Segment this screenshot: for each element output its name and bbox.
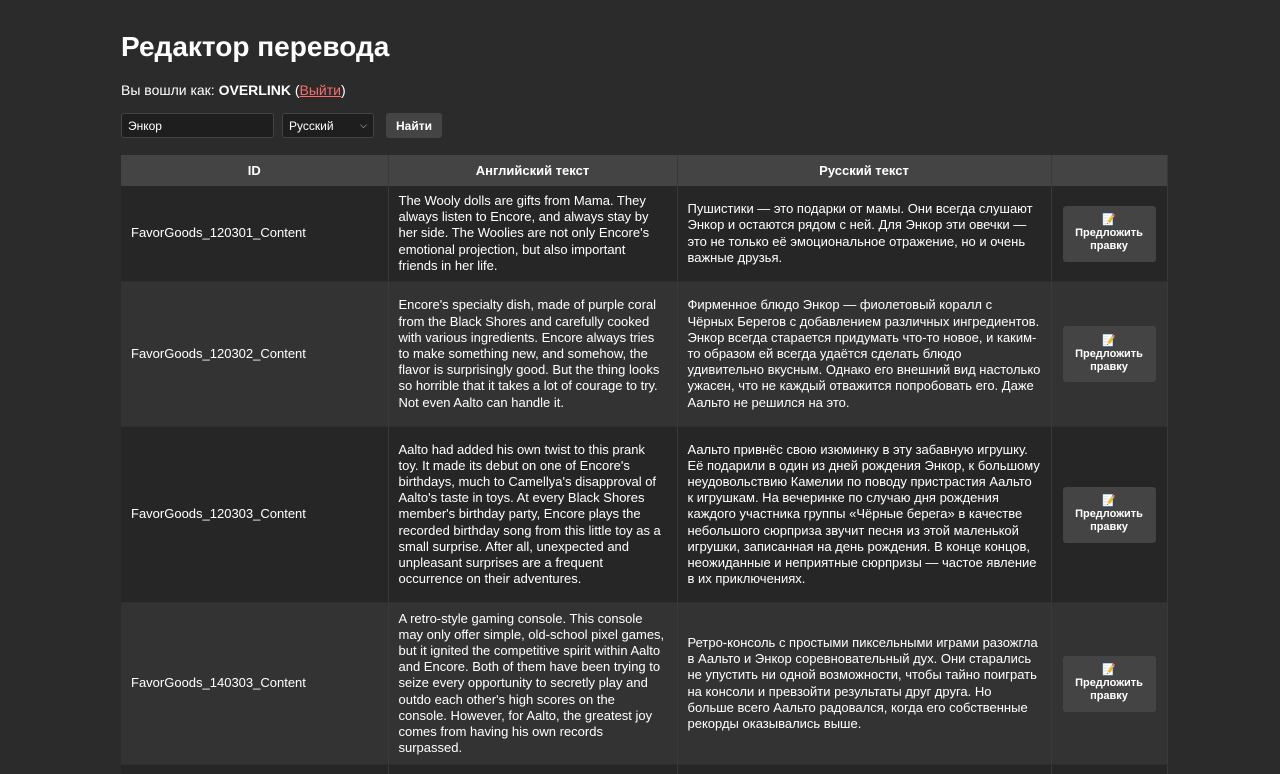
row-russian-text: Ретро-консоль с простыми пиксельными играми разожгла в Аальто и Энкор соревновательный дух. Они старались не упустить ни одной возможности, чтобы тайно поиграть на консоли и превзойти результаты друг друга. Но больше всего Аальто радовался, когда его собственные рекорды оказывались выше.	[677, 603, 1051, 765]
row-english-text: The Wooly dolls are gifts from Mama. They always listen to Encore, and always stay by her side. The Woolies are not only Encore's emotional projection, but also important friends in her life.	[388, 186, 677, 282]
find-button[interactable]: Найти	[386, 113, 442, 138]
logout-paren-close: )	[340, 82, 346, 98]
translation-table	[121, 155, 1168, 774]
suggest-edit-label: Предложить правку	[1075, 677, 1143, 703]
page-title: Редактор перевода	[121, 31, 390, 62]
language-select[interactable]	[282, 113, 374, 138]
table-row	[121, 186, 1167, 282]
table-row	[121, 282, 1167, 427]
table-row	[121, 603, 1167, 765]
column-header-id: ID	[121, 155, 388, 186]
row-russian-text: Фирменное блюдо Энкор — фиолетовый коралл с Чёрных Берегов с добавлением различных ингредиентов. Энкор всегда старается придумать что-то новое, и каким-то образом ей всегда удаётся сделать блюдо удивительно вкусным. Однако его внешний вид настолько ужасен, что не каждый отважится попробовать его. Даже Аальто не решился на это.	[677, 282, 1051, 427]
column-header-actions	[1051, 155, 1167, 186]
suggest-edit-label: Предложить правку	[1075, 508, 1143, 534]
row-english-text	[388, 765, 677, 774]
table-row	[121, 765, 1167, 774]
login-status	[121, 81, 346, 99]
login-prefix: Вы вошли как:	[121, 82, 219, 98]
row-id: FavorGoods_140303_Content	[121, 603, 388, 765]
table-row	[121, 427, 1167, 603]
row-russian-text: Аальто привнёс свою изюминку в эту забавную игрушку. Её подарили в один из дней рождения Энкор, к большому неудовольствию Камелии по поводу пристрастия Аальто к игрушкам. На вечеринке по случаю дня рождения каждого участника группы «Чёрные берега» в качестве небольшого сюрприза звучит песня из этой маленькой игрушки, записанная на день рождения. В конце концов, неожиданные и неприятные сюрпризы — частое явление в их приключениях.	[677, 427, 1051, 603]
suggest-edit-button[interactable]	[1063, 206, 1156, 262]
suggest-edit-label: Предложить правку	[1075, 227, 1143, 252]
row-id: FavorGoods_120302_Content	[121, 282, 388, 427]
row-actions	[1051, 765, 1167, 774]
logout-paren-open: (	[290, 82, 300, 98]
search-input[interactable]	[121, 113, 274, 138]
username: OVERLINK	[218, 82, 291, 98]
column-header-english: Английский текст	[388, 155, 677, 186]
logout-link[interactable]: Выйти	[299, 82, 341, 98]
row-english-text: Encore's specialty dish, made of purple coral from the Black Shores and carefully cooked with various ingredients. Encore always tries to make something new, and somehow, the flavor is surprisingly good. But the thing looks so horrible that it takes a lot of courage to try. Not even Aalto can handle it.	[388, 282, 677, 427]
row-id	[121, 765, 388, 774]
suggest-edit-label: Предложить правку	[1075, 347, 1143, 373]
row-english-text: Aalto had added his own twist to this prank toy. It made its debut on one of Encore's birthdays, much to Camellya's disapproval of Aalto's taste in toys. At every Black Shores member's birthday party, Encore plays the recorded birthday song from this little toy as a small surprise. After all, unexpected and unpleasant surprises are a frequent occurrence on their adventures.	[388, 427, 677, 603]
memo-icon: 📝	[1102, 334, 1116, 347]
row-russian-text	[677, 765, 1051, 774]
suggest-edit-button[interactable]	[1063, 326, 1156, 382]
row-actions	[1051, 427, 1167, 603]
column-header-russian: Русский текст	[677, 155, 1051, 186]
row-english-text: A retro-style gaming console. This console may only offer simple, old-school pixel games, but it ignited the competitive spirit within Aalto and Encore. Both of them have been trying to seize every opportunity to secretly play and outdo each other's high scores on the console. However, for Aalto, the greatest joy comes from having his own records surpassed.	[388, 603, 677, 765]
table-header-row	[121, 155, 1167, 186]
memo-icon: 📝	[1102, 664, 1116, 677]
chevron-down-icon: ⌵	[360, 120, 367, 130]
suggest-edit-button[interactable]	[1063, 656, 1156, 712]
row-id: FavorGoods_120303_Content	[121, 427, 388, 603]
memo-icon: 📝	[1102, 495, 1116, 508]
row-actions	[1051, 603, 1167, 765]
suggest-edit-button[interactable]	[1063, 487, 1156, 543]
language-select-value: Русский	[289, 118, 334, 133]
memo-icon: 📝	[1102, 214, 1116, 226]
row-actions	[1051, 186, 1167, 282]
row-actions	[1051, 282, 1167, 427]
row-russian-text: Пушистики — это подарки от мамы. Они всегда слушают Энкор и остаются рядом с ней. Для Энкор эти овечки — это не только её эмоциональное отражение, но и очень важные друзья.	[677, 186, 1051, 282]
row-id: FavorGoods_120301_Content	[121, 186, 388, 282]
